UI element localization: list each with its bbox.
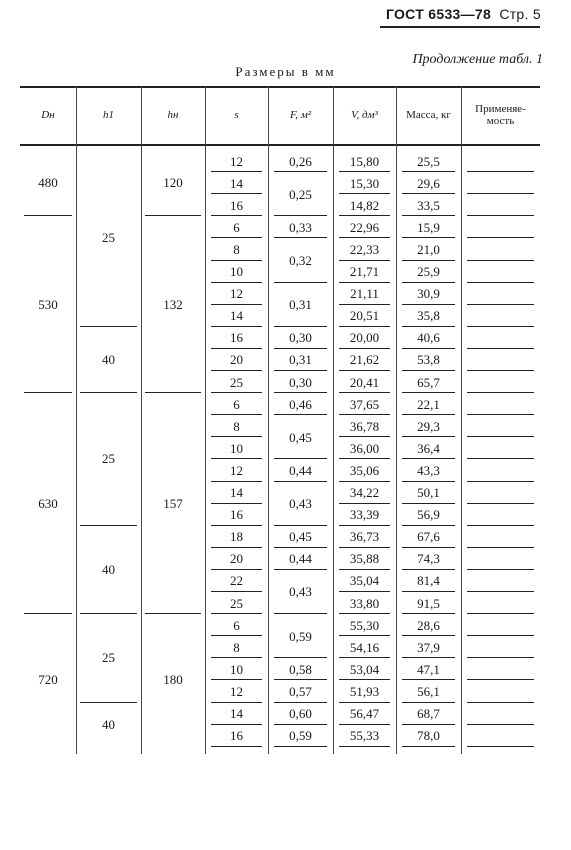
row-rule	[339, 260, 390, 261]
cell-mass: 43,3	[417, 462, 440, 478]
cell-volume: 53,04	[349, 661, 380, 677]
cell-diameter-rule	[24, 613, 72, 614]
cell-s: 12	[230, 462, 243, 478]
cell-volume: 21,71	[349, 264, 380, 280]
area-group-rule	[274, 547, 327, 548]
cell-h1-rule	[80, 613, 137, 614]
area-group-rule	[274, 702, 327, 703]
area-group-rule	[274, 569, 327, 570]
column-header: Dн	[41, 109, 55, 121]
cell-s: 14	[230, 308, 243, 324]
row-rule	[402, 569, 455, 570]
cell-volume: 35,06	[349, 462, 380, 478]
row-rule	[467, 569, 534, 570]
cell-volume: 35,04	[349, 573, 380, 589]
cell-area: 0,44	[289, 551, 312, 567]
row-rule	[467, 348, 534, 349]
row-rule	[467, 503, 534, 504]
column-divider	[141, 86, 142, 754]
cell-area: 0,30	[289, 330, 312, 346]
row-rule	[467, 370, 534, 371]
cell-mass: 81,4	[417, 573, 440, 589]
cell-area: 0,59	[289, 628, 312, 644]
cell-s: 8	[233, 639, 240, 655]
cell-s: 12	[230, 286, 243, 302]
cell-diameter-rule	[24, 215, 72, 216]
area-group-rule	[274, 679, 327, 680]
row-rule	[467, 679, 534, 680]
cell-area: 0,46	[289, 396, 312, 412]
cell-volume: 14,82	[349, 197, 380, 213]
cell-s: 20	[230, 352, 243, 368]
cell-hn-rule	[145, 613, 201, 614]
cell-mass: 30,9	[417, 286, 440, 302]
area-group-rule	[274, 481, 327, 482]
row-rule	[402, 481, 455, 482]
cell-volume: 20,41	[349, 374, 380, 390]
column-header: F, м²	[289, 109, 312, 121]
cell-area: 0,31	[289, 297, 312, 313]
cell-volume: 56,47	[349, 706, 380, 722]
cell-area: 0,59	[289, 728, 312, 744]
row-rule	[339, 702, 390, 703]
row-rule	[339, 481, 390, 482]
cell-hn: 180	[163, 672, 183, 688]
cell-mass: 35,8	[417, 308, 440, 324]
row-rule	[467, 657, 534, 658]
row-rule	[467, 326, 534, 327]
row-rule	[339, 746, 390, 747]
row-rule	[467, 702, 534, 703]
cell-volume: 20,51	[349, 308, 380, 324]
cell-volume: 37,65	[349, 396, 380, 412]
column-header: s	[234, 109, 239, 121]
row-rule	[402, 171, 455, 172]
row-rule	[211, 481, 262, 482]
row-rule	[402, 657, 455, 658]
row-rule	[211, 525, 262, 526]
cell-mass: 74,3	[417, 551, 440, 567]
cell-volume: 55,30	[349, 617, 380, 633]
area-group-rule	[274, 657, 327, 658]
cell-mass: 50,1	[417, 485, 440, 501]
cell-h1: 25	[102, 230, 115, 246]
row-rule	[211, 436, 262, 437]
cell-s: 12	[230, 153, 243, 169]
row-rule	[402, 414, 455, 415]
area-group-rule	[274, 237, 327, 238]
cell-area: 0,45	[289, 529, 312, 545]
cell-s: 16	[230, 507, 243, 523]
row-rule	[402, 635, 455, 636]
cell-area: 0,31	[289, 352, 312, 368]
area-group-rule	[274, 348, 327, 349]
cell-volume: 22,33	[349, 241, 380, 257]
cell-volume: 36,73	[349, 529, 380, 545]
row-rule	[211, 215, 262, 216]
cell-h1-rule	[80, 525, 137, 526]
row-rule	[467, 193, 534, 194]
row-rule	[339, 591, 390, 592]
row-rule	[467, 414, 534, 415]
row-rule	[211, 613, 262, 614]
row-rule	[467, 282, 534, 283]
cell-volume: 55,33	[349, 728, 380, 744]
cell-s: 22	[230, 573, 243, 589]
cell-area: 0,30	[289, 374, 312, 390]
cell-mass: 15,9	[417, 219, 440, 235]
row-rule	[402, 525, 455, 526]
row-rule	[339, 237, 390, 238]
row-rule	[467, 724, 534, 725]
cell-volume: 36,78	[349, 418, 380, 434]
row-rule	[402, 237, 455, 238]
row-rule	[211, 724, 262, 725]
row-rule	[467, 237, 534, 238]
row-rule	[339, 657, 390, 658]
area-group-rule	[274, 215, 327, 216]
row-rule	[211, 591, 262, 592]
row-rule	[339, 635, 390, 636]
cell-mass: 78,0	[417, 728, 440, 744]
area-group-rule	[274, 525, 327, 526]
cell-area: 0,44	[289, 462, 312, 478]
row-rule	[402, 436, 455, 437]
row-rule	[339, 392, 390, 393]
cell-hn: 157	[163, 495, 183, 511]
cell-s: 8	[233, 241, 240, 257]
page-number: Стр. 5	[499, 6, 541, 22]
row-rule	[402, 282, 455, 283]
cell-s: 10	[230, 264, 243, 280]
cell-s: 16	[230, 330, 243, 346]
cell-hn-rule	[145, 215, 201, 216]
row-rule	[402, 370, 455, 371]
table-continuation-label: Продолжение табл. 1	[412, 52, 543, 67]
cell-h1: 40	[102, 561, 115, 577]
cell-h1: 25	[102, 650, 115, 666]
row-rule	[339, 414, 390, 415]
gost-number: ГОСТ 6533—78	[385, 6, 492, 22]
cell-area: 0,43	[289, 496, 312, 512]
row-rule	[211, 657, 262, 658]
cell-s: 18	[230, 529, 243, 545]
row-rule	[211, 171, 262, 172]
row-rule	[402, 591, 455, 592]
row-rule	[211, 635, 262, 636]
row-rule	[211, 679, 262, 680]
area-group-rule	[274, 171, 327, 172]
cell-s: 16	[230, 728, 243, 744]
column-header: h1	[103, 109, 114, 121]
row-rule	[402, 679, 455, 680]
row-rule	[339, 547, 390, 548]
row-rule	[211, 370, 262, 371]
cell-hn: 132	[163, 296, 183, 312]
cell-mass: 40,6	[417, 330, 440, 346]
cell-diameter: 530	[38, 296, 58, 312]
row-rule	[402, 613, 455, 614]
row-rule	[211, 458, 262, 459]
row-rule	[402, 348, 455, 349]
cell-h1: 25	[102, 451, 115, 467]
cell-volume: 15,30	[349, 175, 380, 191]
cell-mass: 29,3	[417, 418, 440, 434]
cell-area: 0,43	[289, 584, 312, 600]
cell-mass: 47,1	[417, 661, 440, 677]
row-rule	[402, 304, 455, 305]
column-divider	[205, 86, 206, 754]
row-rule	[211, 260, 262, 261]
cell-mass: 28,6	[417, 617, 440, 633]
cell-mass: 25,9	[417, 264, 440, 280]
row-rule	[211, 414, 262, 415]
cell-diameter: 720	[38, 672, 58, 688]
cell-volume: 34,22	[349, 485, 380, 501]
cell-diameter-rule	[24, 392, 72, 393]
row-rule	[467, 481, 534, 482]
area-group-rule	[274, 370, 327, 371]
row-rule	[402, 746, 455, 747]
row-rule	[402, 326, 455, 327]
column-divider	[396, 86, 397, 754]
row-rule	[467, 591, 534, 592]
cell-s: 6	[233, 617, 240, 633]
row-rule	[339, 171, 390, 172]
table-header-rule	[20, 144, 540, 146]
row-rule	[339, 679, 390, 680]
cell-area: 0,58	[289, 661, 312, 677]
row-rule	[402, 547, 455, 548]
row-rule	[467, 260, 534, 261]
row-rule	[402, 458, 455, 459]
cell-s: 6	[233, 396, 240, 412]
cell-s: 20	[230, 551, 243, 567]
cell-volume: 51,93	[349, 683, 380, 699]
column-divider	[76, 86, 77, 754]
cell-area: 0,32	[289, 252, 312, 268]
cell-diameter: 480	[38, 175, 58, 191]
column-divider	[268, 86, 269, 754]
row-rule	[467, 635, 534, 636]
row-rule	[339, 370, 390, 371]
cell-mass: 91,5	[417, 595, 440, 611]
cell-mass: 36,4	[417, 440, 440, 456]
area-group-rule	[274, 414, 327, 415]
row-rule	[211, 392, 262, 393]
row-rule	[402, 702, 455, 703]
area-group-rule	[274, 724, 327, 725]
cell-mass: 67,6	[417, 529, 440, 545]
cell-mass: 56,1	[417, 683, 440, 699]
cell-volume: 21,11	[350, 286, 379, 302]
row-rule	[211, 702, 262, 703]
cell-area: 0,45	[289, 429, 312, 445]
row-rule	[402, 503, 455, 504]
area-group-rule	[274, 458, 327, 459]
cell-mass: 56,9	[417, 507, 440, 523]
row-rule	[339, 282, 390, 283]
row-rule	[467, 304, 534, 305]
cell-area: 0,26	[289, 153, 312, 169]
units-caption: Размеры в мм	[235, 64, 336, 79]
cell-s: 10	[230, 661, 243, 677]
cell-area: 0,25	[289, 186, 312, 202]
cell-s: 16	[230, 197, 243, 213]
cell-hn: 120	[163, 175, 183, 191]
column-divider	[333, 86, 334, 754]
cell-volume: 35,88	[349, 551, 380, 567]
row-rule	[402, 724, 455, 725]
row-rule	[467, 613, 534, 614]
cell-h1: 40	[102, 351, 115, 367]
cell-s: 25	[230, 374, 243, 390]
cell-s: 14	[230, 485, 243, 501]
cell-volume: 33,80	[349, 595, 380, 611]
cell-volume: 36,00	[349, 440, 380, 456]
cell-volume: 33,39	[349, 507, 380, 523]
cell-volume: 54,16	[349, 639, 380, 655]
cell-mass: 37,9	[417, 639, 440, 655]
row-rule	[467, 215, 534, 216]
column-header: V, дм³	[351, 109, 378, 121]
cell-diameter: 630	[38, 495, 58, 511]
cell-mass: 29,6	[417, 175, 440, 191]
cell-volume: 15,80	[349, 153, 380, 169]
cell-h1-rule	[80, 702, 137, 703]
cell-mass: 33,5	[417, 197, 440, 213]
row-rule	[211, 503, 262, 504]
row-rule	[339, 215, 390, 216]
cell-volume: 22,96	[349, 219, 380, 235]
row-rule	[211, 304, 262, 305]
row-rule	[339, 525, 390, 526]
cell-s: 14	[230, 175, 243, 191]
row-rule	[339, 304, 390, 305]
area-group-rule	[274, 326, 327, 327]
row-rule	[339, 503, 390, 504]
row-rule	[467, 746, 534, 747]
cell-h1-rule	[80, 392, 137, 393]
row-rule	[467, 547, 534, 548]
cell-hn-rule	[145, 392, 201, 393]
cell-s: 12	[230, 683, 243, 699]
cell-volume: 21,62	[349, 352, 380, 368]
row-rule	[211, 746, 262, 747]
row-rule	[467, 171, 534, 172]
row-rule	[339, 724, 390, 725]
column-header: Масса, кг	[406, 109, 451, 121]
row-rule	[211, 282, 262, 283]
row-rule	[339, 458, 390, 459]
cell-s: 10	[230, 440, 243, 456]
cell-mass: 53,8	[417, 352, 440, 368]
area-group-rule	[274, 282, 327, 283]
cell-mass: 65,7	[417, 374, 440, 390]
column-divider	[461, 86, 462, 754]
cell-area: 0,60	[289, 706, 312, 722]
row-rule	[339, 613, 390, 614]
column-header: hн	[167, 109, 179, 121]
row-rule	[402, 215, 455, 216]
cell-h1-rule	[80, 326, 137, 327]
column-header: Применяе-мость	[475, 103, 526, 127]
area-group-rule	[274, 613, 327, 614]
row-rule	[339, 326, 390, 327]
row-rule	[402, 193, 455, 194]
row-rule	[211, 547, 262, 548]
cell-s: 25	[230, 595, 243, 611]
row-rule	[339, 436, 390, 437]
cell-mass: 25,5	[417, 153, 440, 169]
row-rule	[211, 348, 262, 349]
row-rule	[339, 193, 390, 194]
cell-mass: 22,1	[417, 396, 440, 412]
row-rule	[211, 569, 262, 570]
area-group-rule	[274, 746, 327, 747]
cell-area: 0,33	[289, 219, 312, 235]
area-group-rule	[274, 392, 327, 393]
row-rule	[211, 237, 262, 238]
cell-mass: 21,0	[417, 241, 440, 257]
row-rule	[467, 458, 534, 459]
cell-s: 8	[233, 418, 240, 434]
cell-mass: 68,7	[417, 706, 440, 722]
cell-h1: 40	[102, 716, 115, 732]
cell-s: 14	[230, 706, 243, 722]
cell-area: 0,57	[289, 683, 312, 699]
row-rule	[467, 392, 534, 393]
row-rule	[402, 392, 455, 393]
row-rule	[211, 193, 262, 194]
row-rule	[339, 569, 390, 570]
row-rule	[467, 436, 534, 437]
row-rule	[402, 260, 455, 261]
cell-s: 6	[233, 219, 240, 235]
row-rule	[211, 326, 262, 327]
row-rule	[467, 525, 534, 526]
row-rule	[339, 348, 390, 349]
cell-volume: 20,00	[349, 330, 380, 346]
